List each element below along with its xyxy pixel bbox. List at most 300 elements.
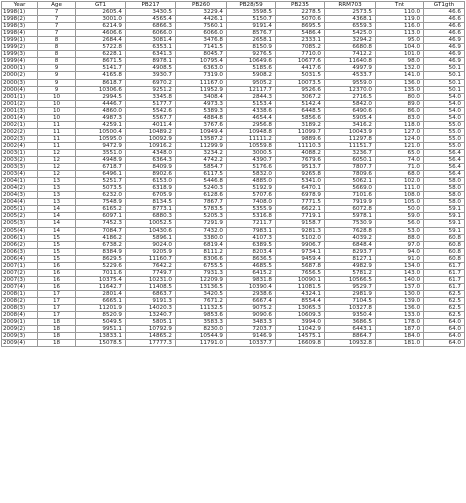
year-cell: 2008(2) <box>2 297 38 304</box>
year-cell: 2007(1) <box>2 262 38 269</box>
year-cell: 1999(4) <box>2 58 38 65</box>
age-cell: 10 <box>38 100 76 107</box>
table-row <box>2 58 465 65</box>
table-row <box>2 326 465 333</box>
table-row <box>2 276 465 283</box>
table-row <box>2 164 465 171</box>
pb260-cell: 3767.6 <box>176 121 227 128</box>
pb217-cell: 10092.9 <box>126 135 176 142</box>
tnt-cell: 139.0 <box>376 297 424 304</box>
pb217-cell: 6705.9 <box>126 192 176 199</box>
rrm703-cell: 6072.8 <box>325 206 376 213</box>
gt1gth-cell: 46.9 <box>424 58 465 65</box>
pb260-cell: 7931.3 <box>176 269 227 276</box>
gt1-cell: 7548.9 <box>76 199 126 206</box>
pb235-cell: 11099.7 <box>276 128 325 135</box>
tnt-cell: 119.0 <box>376 16 424 23</box>
pb28-59-cell: 5832.0 <box>227 171 276 178</box>
age-cell: 12 <box>38 164 76 171</box>
pb217-cell: 7642.2 <box>126 262 176 269</box>
pb28-59-cell: 10559.8 <box>227 142 276 149</box>
gt1-cell: 4446.7 <box>76 100 126 107</box>
gt1gth-cell: 60.8 <box>424 234 465 241</box>
table-row <box>2 149 465 156</box>
pb217-cell: 9251.2 <box>126 86 176 93</box>
gt1-cell: 6165.2 <box>76 206 126 213</box>
pb260-cell: 5783.5 <box>176 206 227 213</box>
pb217-cell: 10231.0 <box>126 276 176 283</box>
pb235-cell: 9281.3 <box>276 227 325 234</box>
gt1gth-cell: 54.0 <box>424 107 465 114</box>
pb260-cell: 10795.4 <box>176 58 227 65</box>
data-table-container <box>1 1 464 501</box>
pb260-cell: 8230.0 <box>176 326 227 333</box>
pb235-cell: 6978.9 <box>276 192 325 199</box>
pb28-59-cell: 4654.4 <box>227 114 276 121</box>
pb235-cell: 7710.0 <box>276 51 325 58</box>
pb235-cell: 3994.0 <box>276 319 325 326</box>
table-row <box>2 157 465 164</box>
pb260-cell: 3380.0 <box>176 234 227 241</box>
year-cell: 2002(2) <box>2 128 38 135</box>
gt1-cell: 4948.9 <box>76 157 126 164</box>
table-row <box>2 79 465 86</box>
gt1gth-cell: 62.5 <box>424 312 465 319</box>
pb235-cell: 5486.4 <box>276 30 325 37</box>
pb28-59-cell: 2938.6 <box>227 290 276 297</box>
pb260-cell: 10949.4 <box>176 128 227 135</box>
table-row <box>2 255 465 262</box>
tnt-cell: 68.0 <box>376 171 424 178</box>
age-cell: 18 <box>38 333 76 340</box>
year-cell: 2004(1) <box>2 178 38 185</box>
pb28-59-cell: 4107.3 <box>227 234 276 241</box>
rrm703-cell: 2981.9 <box>325 290 376 297</box>
gt1-cell: 10375.4 <box>76 276 126 283</box>
rrm703-cell: 7807.7 <box>325 164 376 171</box>
year-cell: 2004(2) <box>2 185 38 192</box>
year-cell: 2003(4) <box>2 171 38 178</box>
pb260-cell: 3476.8 <box>176 37 227 44</box>
pb28-59-cell: 4390.7 <box>227 157 276 164</box>
gt1-cell: 2994.5 <box>76 93 126 100</box>
table-row <box>2 65 465 72</box>
rrm703-cell: 6443.1 <box>325 326 376 333</box>
pb28-59-cell: 9505.2 <box>227 79 276 86</box>
pb235-cell: 5102.0 <box>276 234 325 241</box>
tnt-cell: 94.0 <box>376 248 424 255</box>
table-row <box>2 30 465 37</box>
tnt-cell: 135.0 <box>376 86 424 93</box>
gt1gth-cell: 61.7 <box>424 262 465 269</box>
gt1gth-cell: 59.1 <box>424 213 465 220</box>
pb217-cell: 11160.7 <box>126 255 176 262</box>
year-cell: 2001(4) <box>2 114 38 121</box>
rrm703-cell: 9350.4 <box>325 312 376 319</box>
pb217-cell: 9024.0 <box>126 241 176 248</box>
age-cell: 10 <box>38 107 76 114</box>
gt1gth-cell: 50.1 <box>424 79 465 86</box>
gt1gth-cell: 54.0 <box>424 100 465 107</box>
pb28-59-cell: 5355.9 <box>227 206 276 213</box>
age-cell: 14 <box>38 227 76 234</box>
tnt-cell: 178.0 <box>376 319 424 326</box>
gt1-cell: 5229.6 <box>76 262 126 269</box>
gt1-cell: 8520.9 <box>76 312 126 319</box>
gt1-cell: 6496.1 <box>76 171 126 178</box>
gt1-cell: 6232.0 <box>76 192 126 199</box>
pb217-cell: 6970.2 <box>126 79 176 86</box>
rrm703-cell: 6490.6 <box>325 107 376 114</box>
age-cell: 17 <box>38 305 76 312</box>
table-row <box>2 128 465 135</box>
gt1-cell: 7452.3 <box>76 220 126 227</box>
pb28-59-cell: 9090.6 <box>227 312 276 319</box>
pb217-cell: 10916.2 <box>126 142 176 149</box>
column-header-pb235: PB235 <box>276 2 325 9</box>
tnt-cell: 113.0 <box>376 30 424 37</box>
gt1gth-cell: 62.5 <box>424 305 465 312</box>
gt1-cell: 6665.1 <box>76 297 126 304</box>
gt1gth-cell: 61.7 <box>424 269 465 276</box>
tnt-cell: 56.0 <box>376 220 424 227</box>
pb28-59-cell: 5150.7 <box>227 16 276 23</box>
rrm703-cell: 2573.5 <box>325 9 376 16</box>
table-row <box>2 290 465 297</box>
table-row <box>2 178 465 185</box>
rrm703-cell: 8864.7 <box>325 333 376 340</box>
age-cell: 14 <box>38 220 76 227</box>
table-row <box>2 297 465 304</box>
year-cell: 2001(2) <box>2 100 38 107</box>
pb28-59-cell: 8576.7 <box>227 30 276 37</box>
rrm703-cell: 4039.2 <box>325 234 376 241</box>
pb28-59-cell: 10337.7 <box>227 340 276 347</box>
tnt-cell: 101.0 <box>376 51 424 58</box>
year-cell: 2003(2) <box>2 157 38 164</box>
rrm703-cell: 12370.0 <box>325 86 376 93</box>
age-cell: 11 <box>38 135 76 142</box>
pb260-cell: 7319.0 <box>176 72 227 79</box>
rrm703-cell: 9529.7 <box>325 283 376 290</box>
gt1gth-cell: 50.1 <box>424 86 465 93</box>
tnt-cell: 53.0 <box>376 227 424 234</box>
gt1-cell: 10595.0 <box>76 135 126 142</box>
pb235-cell: 6470.1 <box>276 185 325 192</box>
table-row <box>2 72 465 79</box>
pb217-cell: 10489.2 <box>126 128 176 135</box>
table-row <box>2 16 465 23</box>
table-row <box>2 171 465 178</box>
table-row <box>2 234 465 241</box>
tnt-cell: 136.0 <box>376 79 424 86</box>
pb235-cell: 7771.5 <box>276 199 325 206</box>
rrm703-cell: 4368.1 <box>325 16 376 23</box>
gt1-cell: 5251.7 <box>76 178 126 185</box>
gt1-cell: 11201.9 <box>76 305 126 312</box>
pb260-cell: 10544.9 <box>176 333 227 340</box>
year-cell: 2006(1) <box>2 234 38 241</box>
year-cell: 2009(2) <box>2 326 38 333</box>
table-row <box>2 333 465 340</box>
year-cell: 2000(1) <box>2 65 38 72</box>
pb260-cell: 9853.6 <box>176 312 227 319</box>
year-cell: 1998(3) <box>2 23 38 30</box>
tnt-cell: 127.0 <box>376 128 424 135</box>
pb28-59-cell: 12117.7 <box>227 86 276 93</box>
pb28-59-cell: 5153.4 <box>227 100 276 107</box>
tnt-cell: 98.0 <box>376 58 424 65</box>
pb217-cell: 5177.7 <box>126 100 176 107</box>
year-cell: 2005(1) <box>2 206 38 213</box>
gt1-cell: 5141.7 <box>76 65 126 72</box>
pb235-cell: 13065.3 <box>276 305 325 312</box>
table-row <box>2 135 465 142</box>
tnt-cell: 91.0 <box>376 255 424 262</box>
gt1-cell: 3001.0 <box>76 16 126 23</box>
tnt-cell: 121.0 <box>376 142 424 149</box>
age-cell: 16 <box>38 269 76 276</box>
table-row <box>2 93 465 100</box>
year-cell: 2003(1) <box>2 149 38 156</box>
pb217-cell: 6153.0 <box>126 178 176 185</box>
year-cell: 2000(4) <box>2 86 38 93</box>
pb235-cell: 9158.7 <box>276 220 325 227</box>
pb28-59-cell: 5908.2 <box>227 72 276 79</box>
rrm703-cell: 10932.8 <box>325 340 376 347</box>
year-cell: 1998(4) <box>2 30 38 37</box>
column-header-gt1gth: GT1gth <box>424 2 465 9</box>
age-cell: 8 <box>38 51 76 58</box>
table-row <box>2 23 465 30</box>
pb217-cell: 6353.1 <box>126 44 176 51</box>
year-cell: 1999(2) <box>2 44 38 51</box>
age-cell: 13 <box>38 185 76 192</box>
pb235-cell: 10073.5 <box>276 79 325 86</box>
tnt-cell: 71.0 <box>376 164 424 171</box>
table-row <box>2 227 465 234</box>
pb28-59-cell: 5316.8 <box>227 213 276 220</box>
gt1-cell: 2801.4 <box>76 290 126 297</box>
pb217-cell: 4908.5 <box>126 65 176 72</box>
pb260-cell: 11299.9 <box>176 142 227 149</box>
year-cell: 2009(3) <box>2 333 38 340</box>
pb217-cell: 6341.3 <box>126 51 176 58</box>
gt1gth-cell: 46.9 <box>424 44 465 51</box>
gt1-cell: 5049.5 <box>76 319 126 326</box>
table-row <box>2 44 465 51</box>
tnt-cell: 104.0 <box>376 44 424 51</box>
pb235-cell: 10090.1 <box>276 276 325 283</box>
rrm703-cell: 11297.8 <box>325 135 376 142</box>
tnt-cell: 95.0 <box>376 37 424 44</box>
gt1-cell: 4259.1 <box>76 121 126 128</box>
pb217-cell: 3081.4 <box>126 37 176 44</box>
age-cell: 17 <box>38 312 76 319</box>
pb235-cell: 11081.5 <box>276 283 325 290</box>
age-cell: 7 <box>38 9 76 16</box>
pb260-cell: 4426.1 <box>176 16 227 23</box>
age-cell: 9 <box>38 72 76 79</box>
age-cell: 9 <box>38 79 76 86</box>
tnt-cell: 136.0 <box>376 305 424 312</box>
rrm703-cell: 7101.6 <box>325 192 376 199</box>
year-cell: 2009(4) <box>2 340 38 347</box>
year-cell: 1998(1) <box>2 9 38 16</box>
column-header-pb217: PB217 <box>126 2 176 9</box>
rrm703-cell: 2716.5 <box>325 93 376 100</box>
gt1gth-cell: 56.4 <box>424 157 465 164</box>
tnt-cell: 116.0 <box>376 23 424 30</box>
year-cell: 2006(3) <box>2 248 38 255</box>
gt1gth-cell: 56.4 <box>424 171 465 178</box>
year-cell: 2003(3) <box>2 164 38 171</box>
pb217-cell: 8134.5 <box>126 199 176 206</box>
tnt-cell: 132.0 <box>376 65 424 72</box>
table-row <box>2 114 465 121</box>
tnt-cell: 181.0 <box>376 340 424 347</box>
pb28-59-cell: 4685.5 <box>227 262 276 269</box>
rrm703-cell: 4533.7 <box>325 72 376 79</box>
year-cell: 2001(3) <box>2 107 38 114</box>
pb217-cell: 8902.6 <box>126 171 176 178</box>
table-row <box>2 269 465 276</box>
pb235-cell: 9459.4 <box>276 255 325 262</box>
pb217-cell: 9205.9 <box>126 248 176 255</box>
gt1-cell: 8629.5 <box>76 255 126 262</box>
tnt-cell: 80.0 <box>376 93 424 100</box>
year-cell: 2008(1) <box>2 290 38 297</box>
gt1gth-cell: 64.0 <box>424 326 465 333</box>
pb235-cell: 9889.6 <box>276 135 325 142</box>
gt1-cell: 6228.1 <box>76 51 126 58</box>
age-cell: 15 <box>38 234 76 241</box>
table-row <box>2 185 465 192</box>
growth-data-table <box>1 1 465 347</box>
pb217-cell: 6880.3 <box>126 213 176 220</box>
column-header-year: Year <box>2 2 38 9</box>
gt1-cell: 6738.2 <box>76 241 126 248</box>
gt1-cell: 9472.9 <box>76 142 126 149</box>
pb235-cell: 5856.6 <box>276 114 325 121</box>
rrm703-cell: 4982.9 <box>325 262 376 269</box>
tnt-cell: 74.0 <box>376 157 424 164</box>
gt1gth-cell: 60.8 <box>424 255 465 262</box>
pb217-cell: 17777.3 <box>126 340 176 347</box>
pb235-cell: 4417.6 <box>276 65 325 72</box>
pb235-cell: 7679.6 <box>276 157 325 164</box>
table-row <box>2 121 465 128</box>
gt1gth-cell: 59.1 <box>424 227 465 234</box>
pb28-59-cell: 5192.9 <box>227 185 276 192</box>
tnt-cell: 124.0 <box>376 135 424 142</box>
tnt-cell: 50.0 <box>376 206 424 213</box>
age-cell: 10 <box>38 93 76 100</box>
pb28-59-cell: 7408.0 <box>227 199 276 206</box>
pb28-59-cell: 8636.5 <box>227 255 276 262</box>
pb28-59-cell: 4885.0 <box>227 178 276 185</box>
rrm703-cell: 5905.4 <box>325 114 376 121</box>
rrm703-cell: 3416.2 <box>325 121 376 128</box>
gt1gth-cell: 46.9 <box>424 51 465 58</box>
tnt-cell: 102.0 <box>376 178 424 185</box>
pb28-59-cell: 10948.8 <box>227 128 276 135</box>
pb217-cell: 10792.9 <box>126 326 176 333</box>
pb217-cell: 6866.3 <box>126 23 176 30</box>
year-cell: 2001(1) <box>2 93 38 100</box>
age-cell: 10 <box>38 114 76 121</box>
pb28-59-cell: 11111.2 <box>227 135 276 142</box>
pb235-cell: 9265.8 <box>276 171 325 178</box>
tnt-cell: 134.0 <box>376 262 424 269</box>
pb260-cell: 4884.8 <box>176 114 227 121</box>
pb235-cell: 5142.4 <box>276 100 325 107</box>
gt1gth-cell: 61.7 <box>424 276 465 283</box>
table-row <box>2 51 465 58</box>
pb235-cell: 2333.1 <box>276 37 325 44</box>
pb28-59-cell: 3483.3 <box>227 319 276 326</box>
pb260-cell: 3583.3 <box>176 319 227 326</box>
year-cell: 2005(2) <box>2 213 38 220</box>
tnt-cell: 118.0 <box>376 121 424 128</box>
pb217-cell: 11408.5 <box>126 283 176 290</box>
pb260-cell: 3420.5 <box>176 290 227 297</box>
pb217-cell: 8773.1 <box>126 206 176 213</box>
rrm703-cell: 7919.9 <box>325 199 376 206</box>
age-cell: 14 <box>38 206 76 213</box>
pb28-59-cell: 3000.5 <box>227 149 276 156</box>
rrm703-cell: 6848.4 <box>325 241 376 248</box>
pb235-cell: 4088.2 <box>276 149 325 156</box>
age-cell: 16 <box>38 283 76 290</box>
pb260-cell: 7432.0 <box>176 227 227 234</box>
pb260-cell: 13136.5 <box>176 283 227 290</box>
year-cell: 2004(4) <box>2 199 38 206</box>
rrm703-cell: 5669.0 <box>325 185 376 192</box>
pb235-cell: 16609.8 <box>276 340 325 347</box>
gt1-cell: 7084.7 <box>76 227 126 234</box>
pb28-59-cell: 6415.2 <box>227 269 276 276</box>
gt1-cell: 15078.5 <box>76 340 126 347</box>
gt1-cell: 4860.0 <box>76 107 126 114</box>
pb28-59-cell: 10390.4 <box>227 283 276 290</box>
age-cell: 11 <box>38 142 76 149</box>
gt1gth-cell: 62.5 <box>424 290 465 297</box>
tnt-cell: 133.0 <box>376 312 424 319</box>
pb217-cell: 3930.7 <box>126 72 176 79</box>
age-cell: 11 <box>38 128 76 135</box>
rrm703-cell: 4997.9 <box>325 65 376 72</box>
year-cell: 2009(1) <box>2 319 38 326</box>
pb260-cell: 13587.2 <box>176 135 227 142</box>
tnt-cell: 65.0 <box>376 149 424 156</box>
pb260-cell: 7671.2 <box>176 297 227 304</box>
rrm703-cell: 3686.5 <box>325 319 376 326</box>
tnt-cell: 143.0 <box>376 269 424 276</box>
gt1gth-cell: 54.0 <box>424 114 465 121</box>
age-cell: 16 <box>38 262 76 269</box>
rrm703-cell: 9559.0 <box>325 79 376 86</box>
table-row <box>2 107 465 114</box>
age-cell: 18 <box>38 319 76 326</box>
gt1gth-cell: 50.1 <box>424 72 465 79</box>
year-cell: 2007(3) <box>2 276 38 283</box>
pb217-cell: 8409.9 <box>126 164 176 171</box>
tnt-cell: 59.0 <box>376 213 424 220</box>
gt1-cell: 6718.7 <box>76 164 126 171</box>
gt1-cell: 2605.4 <box>76 9 126 16</box>
rrm703-cell: 8127.1 <box>325 255 376 262</box>
